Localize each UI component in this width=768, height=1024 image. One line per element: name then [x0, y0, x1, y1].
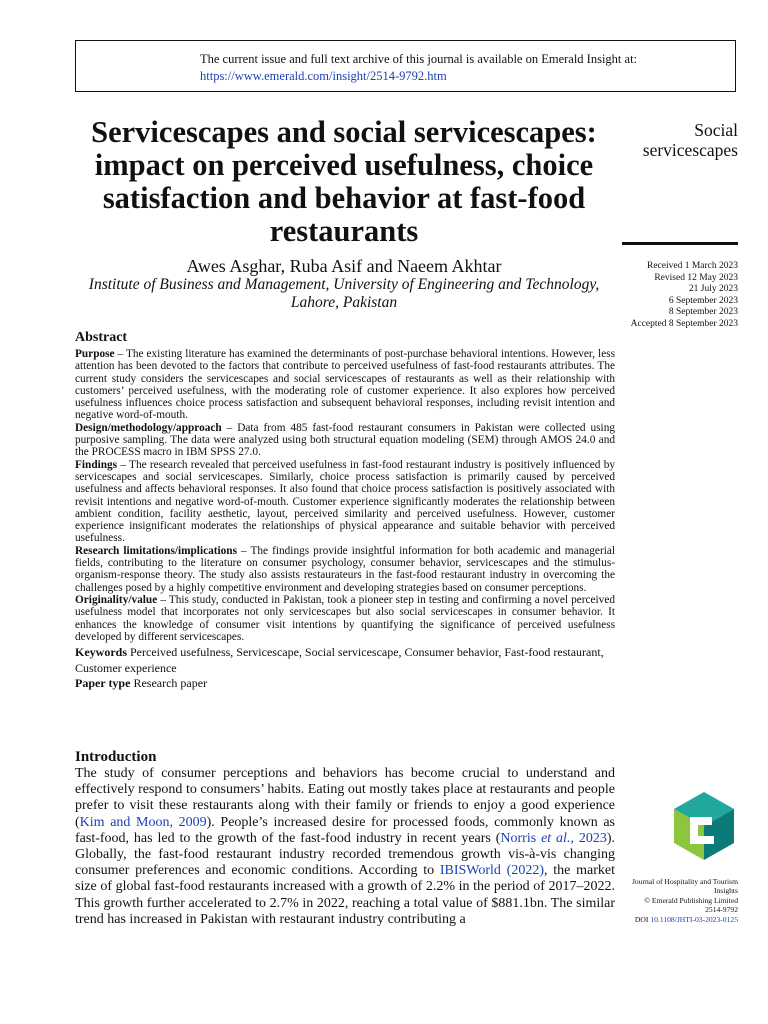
intro-text: , the market size of global fast-food restaurants increased with a growth of 2.2% in the period of 2017–2022. This growth further accelerated to 2.7% in 2022, reaching a total value of $881.1bn. The similar trend has increased in Pakistan with restaurant industry contributing a [75, 863, 615, 927]
access-notice-text: The current issue and full text archive of this journal is available on Emerald Insight at: [200, 52, 638, 66]
author-list: Awes Asghar, Ruba Asif and Naeem Akhtar [186, 256, 502, 276]
abstract-purpose [75, 348, 615, 422]
abstract-keywords [75, 645, 615, 676]
article-history [606, 261, 738, 330]
history-entry: Revised 12 May 2023 [654, 272, 738, 283]
introduction-paragraph [75, 766, 615, 928]
citation-year: , 2023 [570, 830, 607, 846]
copyright: © Emerald Publishing Limited [644, 895, 738, 905]
paper-type-label: Paper type [75, 676, 131, 691]
introduction-heading: Introduction [75, 749, 157, 765]
journal-name: Journal of Hospitality and Tourism [631, 877, 738, 886]
originality-label: Originality/value [75, 593, 158, 606]
doi-line [610, 915, 738, 924]
abstract-originality [75, 594, 615, 643]
citation-link[interactable] [500, 831, 606, 846]
keywords-label: Keywords [75, 645, 127, 660]
abstract-findings [75, 459, 615, 545]
history-entry: 6 September 2023 [668, 295, 738, 306]
running-head-line: servicescapes [642, 140, 738, 160]
affiliation-line: Institute of Business and Management, University of Engineering and Technology, [88, 276, 600, 293]
affiliation-line: Lahore, Pakistan [290, 294, 398, 311]
affiliation [74, 276, 614, 312]
findings-label: Findings [75, 458, 118, 471]
abstract-method [75, 422, 615, 459]
intro-text: ). Globally, the fast-food restaurant industry recorded tremendous growth vis-à-vis changing consumer preferences and economic conditions. According to [75, 830, 615, 879]
doi-link[interactable]: 10.1108/JHTI-03-2023-0125 [650, 914, 738, 924]
issn: 2514-9792 [705, 905, 738, 915]
running-head [622, 120, 738, 160]
article-title: Servicescapes and social servicescapes: impact on perceived usefulness, choice satisfaction and behavior at fast-food restaurants [91, 115, 597, 248]
journal-url-link[interactable]: https://www.emerald.com/insight/2514-9792.htm [200, 69, 447, 83]
intro-text: ). People’s increased desire for processed foods, commonly known as fast-food, has led to the growth of the fast-food industry in recent years ( [75, 814, 615, 846]
method-label: Design/methodology/approach [75, 421, 222, 434]
findings-text: – The research revealed that perceived usefulness in fast-food restaurant industry is positively influenced by servicescapes and social servicescapes. Similarly, choice process satisfaction is primarily caused by perceived usefulness and affects behavioral responses. It also found that choice process satisfaction is positively associated with revisit intentions and negative word-of-mouth. Customer experience significantly moderates the relationship between ambient condition, facility aesthetic, layout, perceived similarity and perceived usefulness. However, customer experience insignificant moderates the relationships of physical appearance and suitable behavior with perceived usefulness. [75, 458, 615, 545]
running-head-line: Social [694, 120, 738, 140]
purpose-text: – The existing literature has examined the determinants of post-purchase behavioral intentions. However, less attention has been devoted to the factors that contribute to perceived usefulness of fast-food restaurants attributes. The current study considers the servicescapes and social servicescapes of restaurants as well as their relationship with customers’ perceived usefulness, with the moderating role of customer experience. It also explores how perceived usefulness influences choice process satisfaction and subsequent behavioral responses, including revisit intention and negative word-of-mouth. [75, 348, 615, 422]
abstract-paper-type [75, 676, 615, 692]
citation-author: Norris [500, 830, 542, 846]
introduction-section [75, 748, 615, 928]
access-notice-box [75, 40, 736, 92]
citation-link[interactable]: IBISWorld (2022) [439, 863, 545, 879]
method-text: – Data from 485 fast-food restaurant consumers in Pakistan were collected using purposive sampling. The data were analyzed using both structural equation modeling (SEM) through AMOS 24.0 and the PROCESS macro in IBM SPSS 27.0. [75, 421, 615, 459]
paper-type-text: Research paper [130, 676, 208, 691]
history-entry: 21 July 2023 [688, 284, 738, 294]
intro-text: The study of consumer perceptions and behaviors has become crucial to understand and effectively respond to consumers’ habits. Eating out mostly takes place at restaurants and people prefer to visit these restaurants along with their family or friends to enjoy a good experience ( [75, 766, 615, 830]
journal-name: Insights [713, 886, 738, 896]
limitations-text: – The findings provide insightful information for both academic and managerial fields, contributing to the literature on consumer psychology, consumer behavior, servicescapes and the stimulus-organism-response theory. The study also assists restaurateurs in the fast-food restaurant industry in overcoming the challenges posed by a highly competitive environment and developing strategies based on consumer perceptions. [75, 544, 615, 594]
purpose-label: Purpose [75, 348, 115, 360]
journal-info [610, 877, 738, 924]
doi-label: DOI [634, 914, 651, 924]
emerald-logo-icon [668, 790, 740, 862]
history-entry: Received 1 March 2023 [646, 261, 738, 271]
history-entry: Accepted 8 September 2023 [630, 318, 738, 329]
citation-etal: et al. [541, 830, 571, 846]
limitations-label: Research limitations/implications [75, 544, 237, 557]
abstract-heading: Abstract [75, 330, 128, 345]
running-head-rule [622, 242, 738, 245]
abstract-section [75, 330, 615, 692]
keywords-text: Perceived usefulness, Servicescape, Social servicescape, Consumer behavior, Fast-food restaurant, Customer experience [75, 645, 604, 675]
citation-link[interactable]: Kim and Moon, 2009 [79, 814, 207, 830]
abstract-limitations [75, 545, 615, 594]
originality-text: – This study, conducted in Pakistan, took a pioneer step in testing and confirming a novel perceived usefulness model that incorporates not only servicescapes but also social servicescapes in consumer behavior. It enhances the knowledge of consumer visit intentions by quantifying the significance of perceived usefulness developed by different servicescapes. [75, 593, 615, 643]
history-entry: 8 September 2023 [668, 307, 738, 317]
